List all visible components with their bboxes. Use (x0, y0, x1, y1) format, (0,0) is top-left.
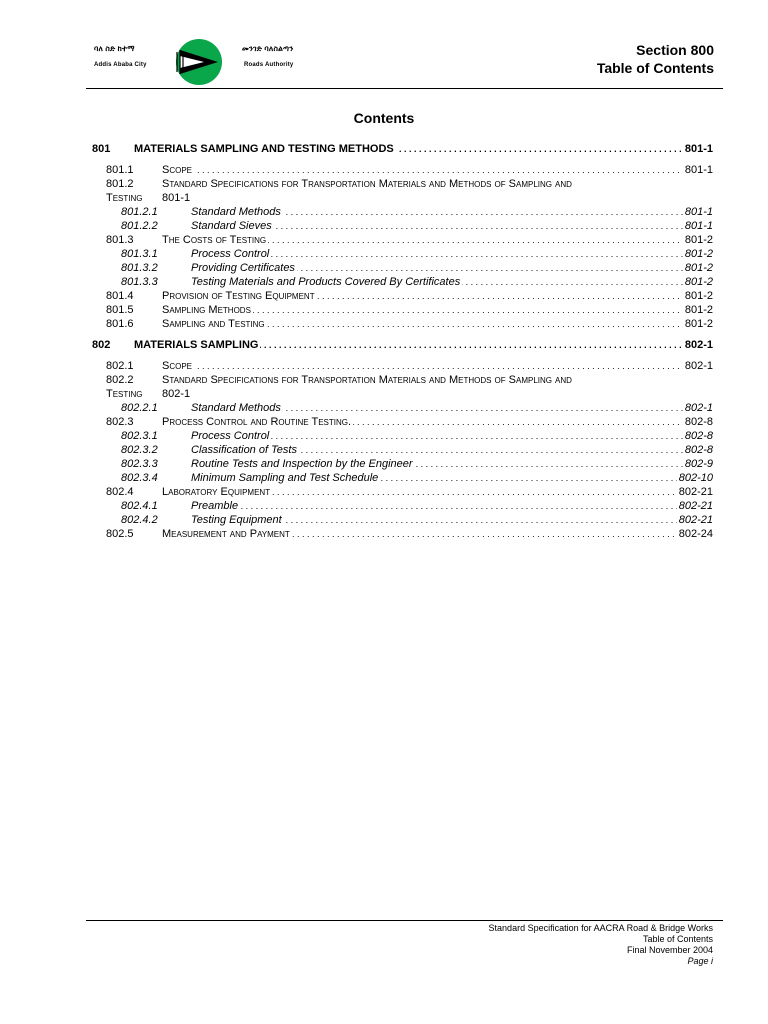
toc-entry-801-4[interactable] (0, 289, 768, 303)
toc-entry-801-5[interactable] (0, 303, 768, 317)
toc-title: Process Control (191, 430, 270, 442)
toc-title: Process Control and Routine Testing. (162, 416, 352, 428)
toc-page: 801-1 (684, 206, 713, 218)
toc-page: 802-8 (684, 444, 713, 456)
toc-number: 801.5 (106, 304, 134, 316)
toc-entry-802-5[interactable] (0, 527, 768, 541)
toc-page: 801-2 (684, 248, 713, 260)
toc-title: Classification of Tests (191, 444, 297, 456)
toc-entry-802-2-1[interactable] (0, 401, 768, 415)
logo-amharic-left: ባለ ስድ ከተማ (94, 44, 135, 53)
header-divider (86, 88, 723, 89)
toc-number: 801.2 (106, 178, 134, 190)
toc-number: 801.2.2 (121, 220, 158, 232)
toc-title: Sampling and Testing (162, 318, 265, 330)
toc-entry-802-4-2[interactable] (0, 513, 768, 527)
toc-number: 801.3.3 (121, 276, 158, 288)
toc-number: 801.3 (106, 234, 134, 246)
toc-entry-802-3-1[interactable] (0, 429, 768, 443)
emblem-icon (174, 38, 224, 86)
toc-title: Sampling Methods (162, 304, 251, 316)
toc-page: 802-21 (678, 500, 713, 512)
toc-number: 802 (92, 339, 111, 351)
logo-english-right: Roads Authority (244, 62, 294, 68)
toc-title: Scope (162, 360, 193, 372)
footer-page-number: Page i (687, 956, 713, 966)
toc-page: 801-2 (684, 234, 713, 246)
aacra-logo (92, 38, 312, 86)
toc-entry-802-4-1[interactable] (0, 499, 768, 513)
footer-document-title: Standard Specification for AACRA Road & Bridge Works (488, 923, 713, 933)
toc-page: 802-24 (678, 528, 713, 540)
toc-number: 802.2.1 (121, 402, 158, 414)
toc-number: 802.4.1 (121, 500, 158, 512)
toc-entry-801-3-1[interactable] (0, 247, 768, 261)
toc-page: 802-1 (162, 388, 191, 400)
toc-title: The Costs of Testing (162, 234, 267, 246)
toc-number: 801.3.1 (121, 248, 158, 260)
toc-page: 801-2 (684, 304, 713, 316)
toc-number: 802.3.1 (121, 430, 158, 442)
toc-title-line2: Testing (106, 192, 143, 204)
footer-divider (86, 920, 723, 921)
toc-title: Provision of Testing Equipment (162, 290, 315, 302)
toc-page: 801-2 (684, 276, 713, 288)
toc-entry-801-3[interactable] (0, 233, 768, 247)
toc-title: Process Control (191, 248, 270, 260)
toc-number: 802.3.4 (121, 472, 158, 484)
toc-title: Measurement and Payment (162, 528, 290, 540)
toc-title: Scope (162, 164, 193, 176)
toc-number: 801.1 (106, 164, 134, 176)
toc-number: 802.4 (106, 486, 134, 498)
toc-title: Testing Equipment (191, 514, 282, 526)
toc-page: 801-2 (684, 290, 713, 302)
toc-page: 802-9 (684, 458, 713, 470)
toc-number: 802.3.3 (121, 458, 158, 470)
toc-page: 802-21 (678, 514, 713, 526)
toc-entry-801-1[interactable] (0, 163, 768, 177)
toc-page: 801-2 (684, 318, 713, 330)
toc-page: 801-1 (162, 192, 191, 204)
toc-entry-801-3-3[interactable] (0, 275, 768, 289)
toc-number: 801 (92, 143, 111, 155)
logo-amharic-right: መንገድ ባለስልጣን (242, 44, 294, 53)
toc-title: Minimum Sampling and Test Schedule (191, 472, 379, 484)
footer-section: Table of Contents (642, 934, 713, 944)
footer-date: Final November 2004 (626, 945, 713, 955)
toc-title: Laboratory Equipment (162, 486, 271, 498)
toc-page: 801-1 (684, 164, 713, 176)
section-number: Section 800 (636, 42, 714, 58)
toc-number: 801.3.2 (121, 262, 158, 274)
toc-entry-801-2-1[interactable] (0, 205, 768, 219)
toc-title: Testing Materials and Products Covered By Certificates (191, 276, 461, 288)
toc-page: 802-21 (678, 486, 713, 498)
toc-number: 801.2.1 (121, 206, 158, 218)
toc-number: 802.5 (106, 528, 134, 540)
logo-english-left: Addis Ababa City (94, 62, 147, 68)
toc-number: 802.2 (106, 374, 134, 386)
toc-entry-802-3-4[interactable] (0, 471, 768, 485)
toc-page: 802-8 (684, 416, 713, 428)
toc-title-line1: Standard Specifications for Transportation Materials and Methods of Sampling and (162, 374, 572, 386)
toc-page: 802-8 (684, 430, 713, 442)
toc-page: 801-1 (684, 143, 713, 155)
toc-title-line2: Testing (106, 388, 143, 400)
toc-entry-802-3-2[interactable] (0, 443, 768, 457)
toc-title: Standard Methods (191, 206, 281, 218)
toc-entry-801-3-2[interactable] (0, 261, 768, 275)
page-footer (489, 923, 713, 967)
toc-title: MATERIALS SAMPLING AND TESTING METHODS (134, 143, 394, 155)
toc-entry-802-3-3[interactable] (0, 457, 768, 471)
toc-page: 802-1 (684, 339, 713, 351)
toc-entry-802-3[interactable] (0, 415, 768, 429)
toc-number: 802.3 (106, 416, 134, 428)
toc-page: 801-2 (684, 262, 713, 274)
section-header (597, 41, 714, 77)
toc-entry-801-6[interactable] (0, 317, 768, 331)
toc-number: 802.4.2 (121, 514, 158, 526)
toc-number: 802.1 (106, 360, 134, 372)
toc-title: Providing Certificates (191, 262, 295, 274)
toc-entry-802-4[interactable] (0, 485, 768, 499)
toc-title: Standard Sieves (191, 220, 272, 232)
toc-title: MATERIALS SAMPLING (134, 339, 259, 351)
toc-title: Standard Methods (191, 402, 281, 414)
toc-number: 801.4 (106, 290, 134, 302)
toc-title: Preamble (191, 500, 239, 512)
toc-number: 802.3.2 (121, 444, 158, 456)
toc-page: 801-1 (684, 220, 713, 232)
toc-page: 802-10 (678, 472, 713, 484)
toc-entry-801-2-2[interactable] (0, 219, 768, 233)
toc-entry-802-1[interactable] (0, 359, 768, 373)
section-subtitle: Table of Contents (596, 60, 714, 76)
contents-heading: Contents (353, 110, 415, 126)
toc-page: 802-1 (684, 402, 713, 414)
toc-title-line1: Standard Specifications for Transportation Materials and Methods of Sampling and (162, 178, 572, 190)
toc-title: Routine Tests and Inspection by the Engineer (191, 458, 413, 470)
toc-number: 801.6 (106, 318, 134, 330)
toc-entry-801[interactable] (0, 142, 768, 156)
toc-page: 802-1 (684, 360, 713, 372)
toc-entry-802[interactable] (0, 338, 768, 352)
